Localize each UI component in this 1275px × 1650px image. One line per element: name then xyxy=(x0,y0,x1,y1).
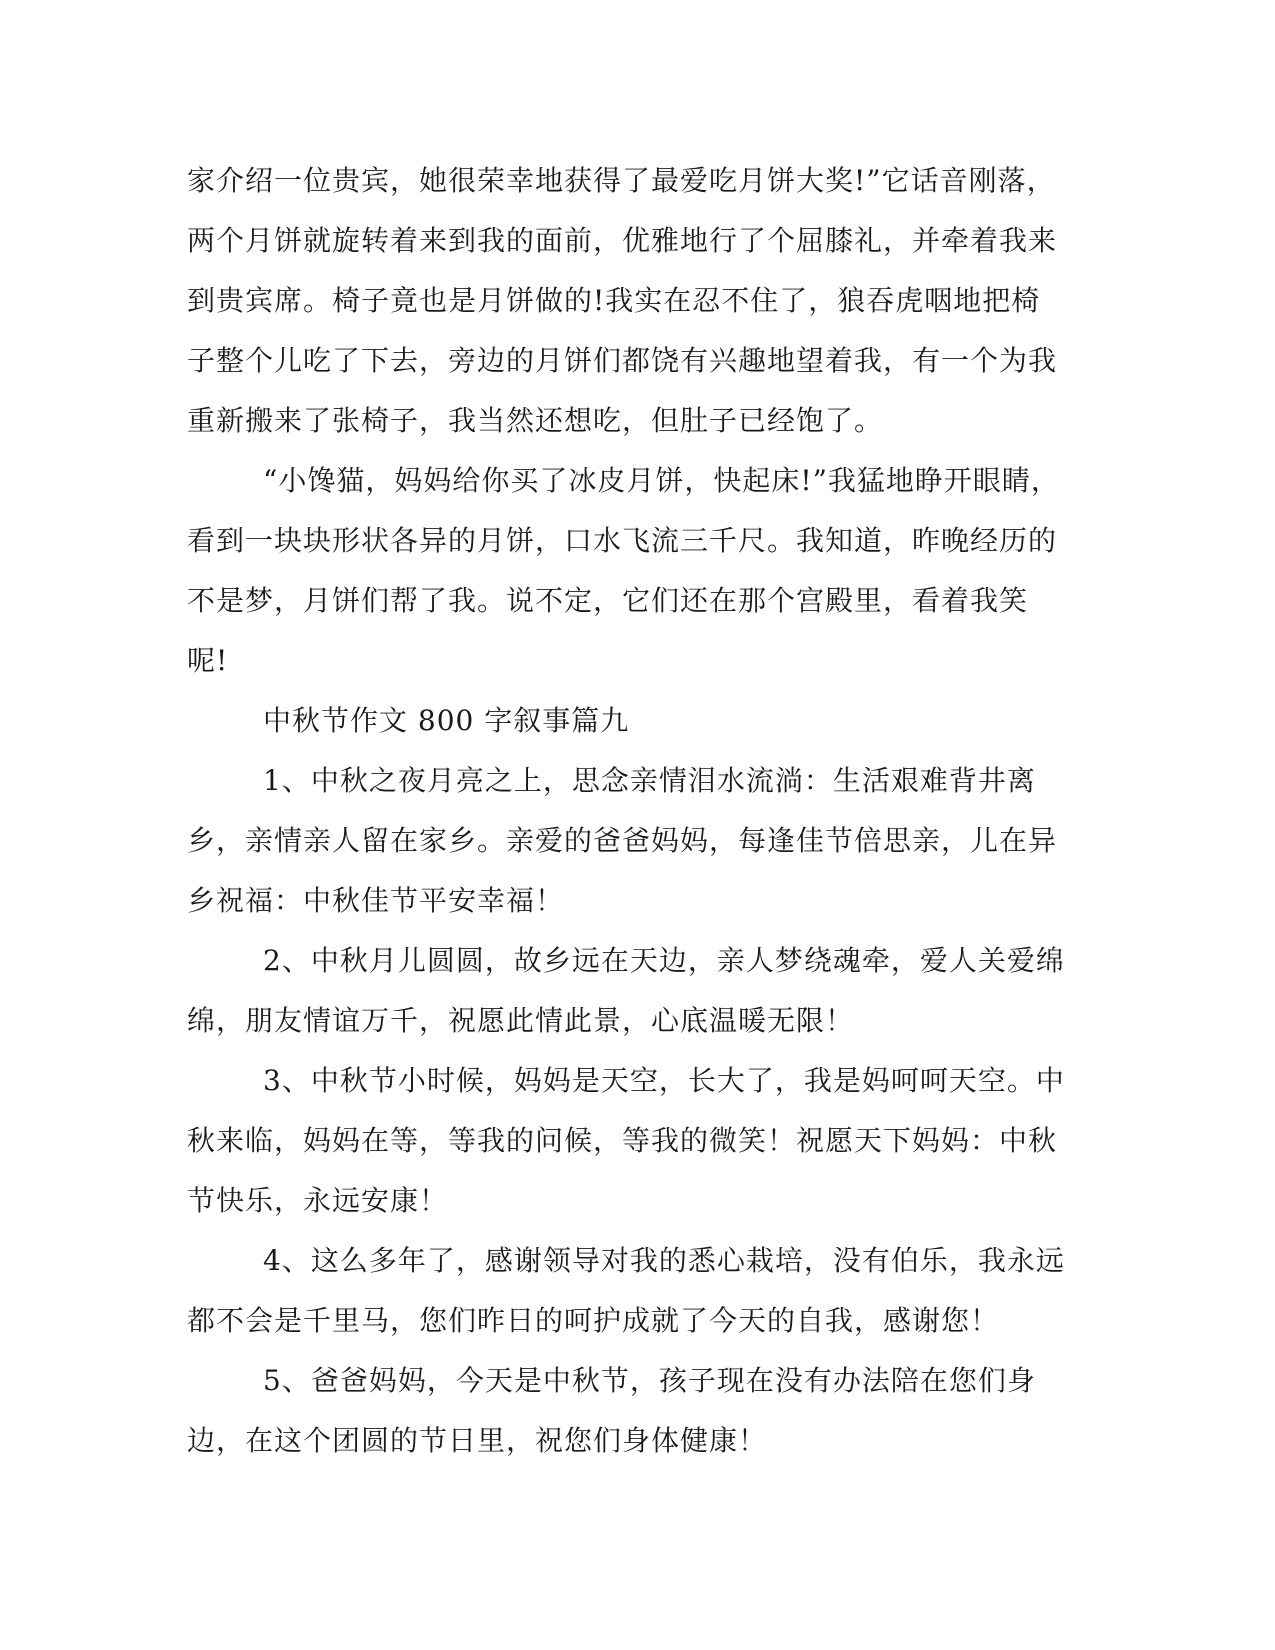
list-item-4: 4、这么多年了，感谢领导对我的悉心栽培，没有伯乐，我永远都不会是千里马，您们昨日的呵护成就了今天的自我，感谢您！ xyxy=(187,1244,1065,1337)
list-item-2: 2、中秋月儿圆圆，故乡远在天边，亲人梦绕魂牵，爱人关爱绵绵，朋友情谊万千，祝愿此情此景，心底温暖无限！ xyxy=(187,944,1065,1037)
document-body xyxy=(187,151,1067,1471)
paragraph-story-ending: “小馋猫，妈妈给你买了冰皮月饼，快起床!”我猛地睁开眼睛，看到一块块形状各异的月饼，口水飞流三千尺。我知道，昨晚经历的不是梦，月饼们帮了我。说不定，它们还在那个宫殿里，看着我笑呢! xyxy=(187,464,1060,677)
paragraph-story-continuation: 家介绍一位贵宾，她很荣幸地获得了最爱吃月饼大奖!”它话音刚落，两个月饼就旋转着来到我的面前，优雅地行了个屈膝礼，并牵着我来到贵宾席。椅子竟也是月饼做的!我实在忍不住了，狼吞虎咽地把椅子整个儿吃了下去，旁边的月饼们都饶有兴趣地望着我，有一个为我重新搬来了张椅子，我当然还想吃，但肚子已经饱了。 xyxy=(187,164,1058,437)
section-heading: 中秋节作文 800 字叙事篇九 xyxy=(263,704,630,737)
list-item-5: 5、爸爸妈妈，今天是中秋节，孩子现在没有办法陪在您们身边，在这个团圆的节日里，祝您们身体健康！ xyxy=(187,1364,1036,1457)
list-item-3: 3、中秋节小时候，妈妈是天空，长大了，我是妈呵呵天空。中秋来临，妈妈在等，等我的问候，等我的微笑！祝愿天下妈妈：中秋节快乐，永远安康！ xyxy=(187,1064,1065,1217)
list-item-1: 1、中秋之夜月亮之上，思念亲情泪水流淌：生活艰难背井离乡，亲情亲人留在家乡。亲爱的爸爸妈妈，每逢佳节倍思亲，儿在异乡祝福：中秋佳节平安幸福！ xyxy=(187,764,1058,917)
